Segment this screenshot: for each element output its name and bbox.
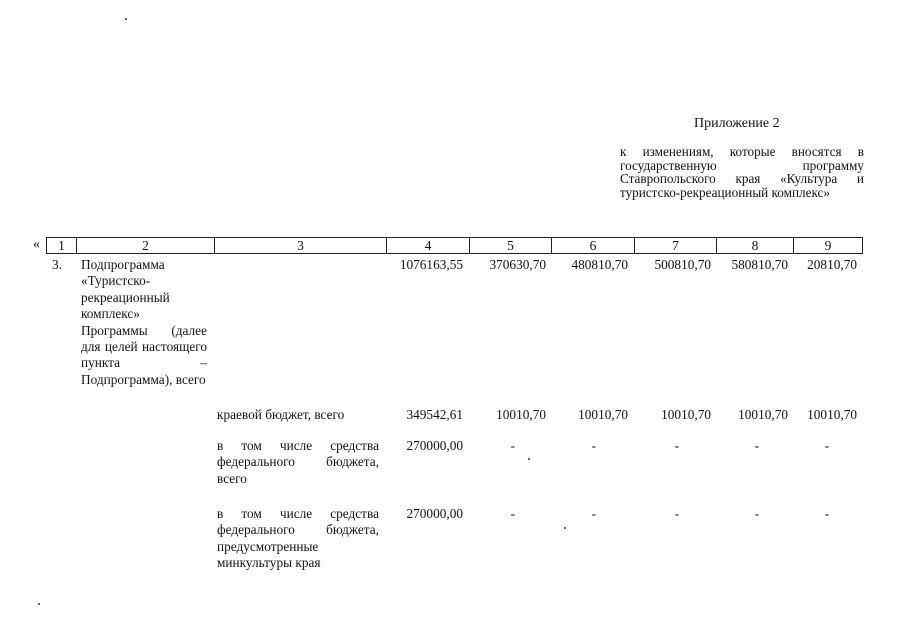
value-col-6: 10010,70 xyxy=(578,407,628,422)
value-col-8: 10010,70 xyxy=(738,407,788,422)
value-col-6: - xyxy=(591,438,596,453)
value-col-9: - xyxy=(824,438,829,453)
column-header-5: 5 xyxy=(469,237,551,254)
value-col-9: - xyxy=(824,506,829,521)
funding-source: в том числе средства федерального бюджета, предусмотренные минкультуры края xyxy=(217,506,379,571)
value-col-5: - xyxy=(510,506,515,521)
column-header-1: 1 xyxy=(46,237,76,254)
column-header-8: 8 xyxy=(716,237,793,254)
value-col-8: 580810,70 xyxy=(731,257,788,272)
value-col-4: 1076163,55 xyxy=(399,257,463,272)
scan-speck xyxy=(564,527,566,529)
value-col-5: - xyxy=(510,438,515,453)
value-col-5: 370630,70 xyxy=(489,257,546,272)
value-col-8: - xyxy=(754,438,759,453)
column-header-4: 4 xyxy=(386,237,469,254)
appendix-text: к изменениям, которые вносятся в государственную программу Ставропольского края «Культура и туристско-рекреационный комплекс» xyxy=(620,144,864,200)
value-col-7: - xyxy=(674,506,679,521)
funding-source: в том числе средства федерального бюджета, всего xyxy=(217,438,379,486)
column-header-7: 7 xyxy=(634,237,716,254)
value-col-4: 270000,00 xyxy=(406,506,463,521)
column-header-3: 3 xyxy=(214,237,386,254)
row-number: 3. xyxy=(52,257,62,272)
column-header-6: 6 xyxy=(551,237,634,254)
value-col-6: 480810,70 xyxy=(571,257,628,272)
column-header-2: 2 xyxy=(76,237,214,254)
value-col-9: 10010,70 xyxy=(807,407,857,422)
value-col-4: 349542,61 xyxy=(406,407,463,422)
appendix-title: Приложение 2 xyxy=(694,116,780,131)
value-col-5: 10010,70 xyxy=(496,407,546,422)
value-col-6: - xyxy=(591,506,596,521)
scan-speck xyxy=(528,458,530,460)
value-col-7: 10010,70 xyxy=(661,407,711,422)
funding-source: краевой бюджет, всего xyxy=(217,407,345,422)
column-header-9: 9 xyxy=(793,237,863,254)
scan-speck xyxy=(125,18,127,20)
value-col-7: 500810,70 xyxy=(654,257,711,272)
value-col-9: 20810,70 xyxy=(807,257,857,272)
scan-speck xyxy=(38,603,40,605)
value-col-4: 270000,00 xyxy=(406,438,463,453)
subprogram-name: Подпрограмма «Туристско-рекреационный комплекс» Программы (далее для целей настоящего пункта – Подпрограмма), всего xyxy=(81,257,207,387)
value-col-8: - xyxy=(754,506,759,521)
value-col-7: - xyxy=(674,438,679,453)
table-open-quote: « xyxy=(33,237,40,252)
